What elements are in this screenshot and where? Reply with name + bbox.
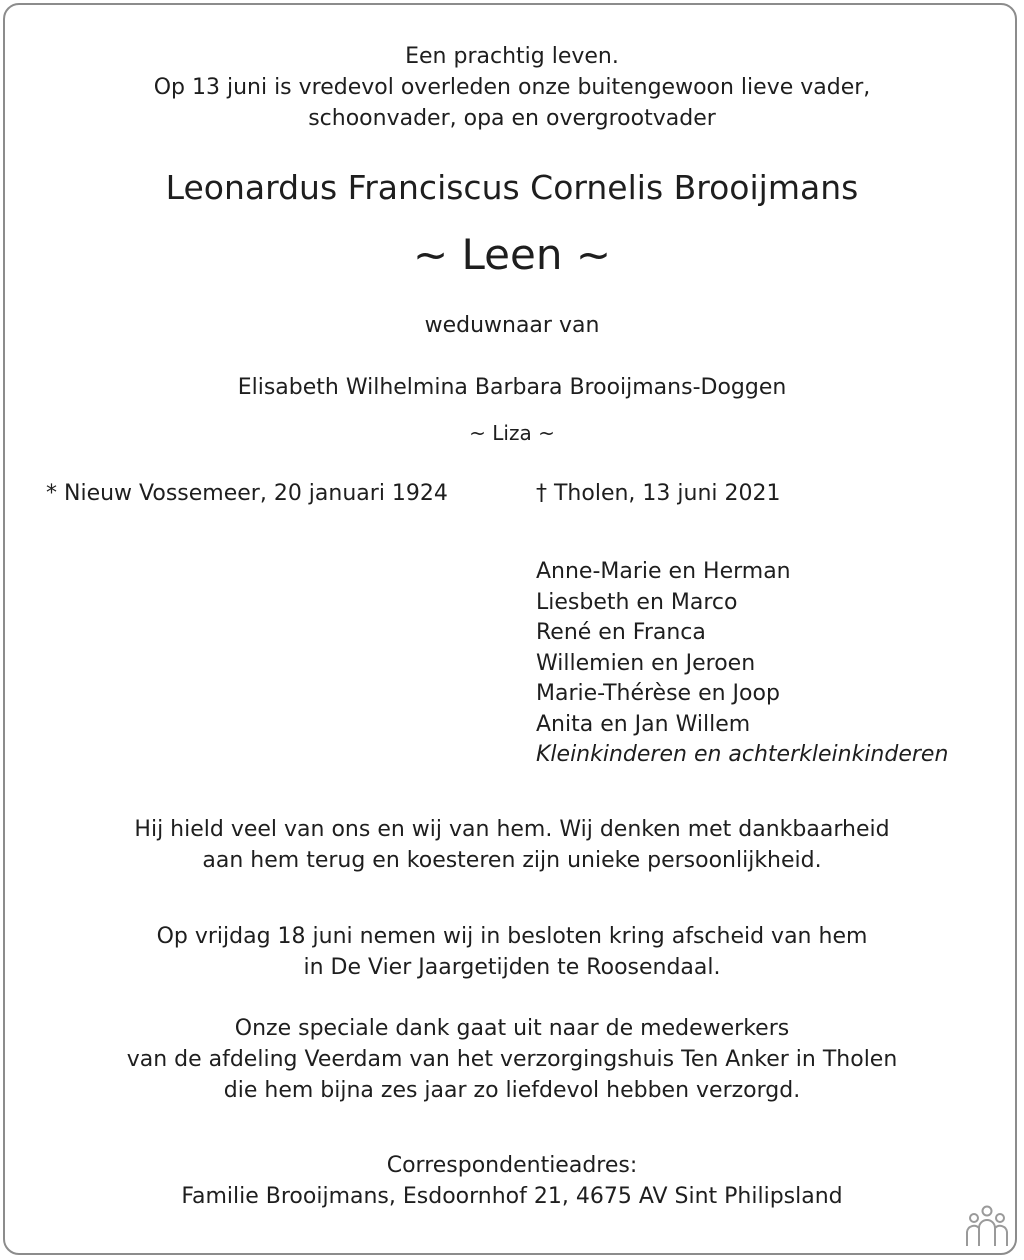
- intro-line-3: schoonvader, opa en overgrootvader: [308, 106, 716, 131]
- family-member: Marie-Thérèse en Joop: [536, 681, 780, 706]
- birth-date: * Nieuw Vossemeer, 20 januari 1924: [46, 481, 448, 506]
- family-group-icon: [964, 1204, 1010, 1248]
- family-member: Willemien en Jeroen: [536, 650, 756, 676]
- family-member: René en Franca: [536, 620, 706, 645]
- thanks-line-3: die hem bijna zes jaar zo liefdevol hebben verzorgd.: [223, 1078, 801, 1103]
- message-line-2: aan hem terug en koesteren zijn unieke persoonlijkheid.: [202, 848, 822, 873]
- family-closing: Kleinkinderen en achterkleinkinderen: [536, 742, 949, 767]
- farewell-line-2: in De Vier Jaargetijden te Roosendaal.: [303, 955, 721, 980]
- spouse-full-name: Elisabeth Wilhelmina Barbara Brooijmans-Doggen: [237, 375, 787, 400]
- deceased-nickname: ~ Leen ~: [412, 230, 612, 279]
- family-member: Anita en Jan Willem: [536, 711, 751, 737]
- intro-line-1: Een prachtig leven.: [405, 44, 619, 69]
- family-list: [536, 557, 948, 771]
- family-member: Anne-Marie en Herman: [536, 559, 791, 584]
- deceased-full-name: Leonardus Franciscus Cornelis Brooijmans: [165, 168, 859, 207]
- family-member: Liesbeth en Marco: [536, 589, 738, 615]
- intro-line-2: Op 13 juni is vredevol overleden onze buitengewoon lieve vader,: [153, 75, 871, 100]
- thanks-line-1: Onze speciale dank gaat uit naar de medewerkers: [234, 1016, 790, 1041]
- correspondence-label: Correspondentieadres:: [386, 1153, 638, 1178]
- correspondence-address: Familie Brooijmans, Esdoornhof 21, 4675 AV Sint Philipsland: [181, 1184, 843, 1209]
- death-date: † Tholen, 13 juni 2021: [536, 481, 781, 506]
- message-line-1: Hij hield veel van ons en wij van hem. Wij denken met dankbaarheid: [134, 817, 890, 842]
- farewell-line-1: Op vrijdag 18 juni nemen wij in besloten kring afscheid van hem: [156, 924, 868, 949]
- thanks-line-2: van de afdeling Veerdam van het verzorgingshuis Ten Anker in Tholen: [126, 1047, 898, 1072]
- spouse-relation: weduwnaar van: [424, 313, 600, 338]
- spouse-nickname: ~ Liza ~: [469, 421, 555, 445]
